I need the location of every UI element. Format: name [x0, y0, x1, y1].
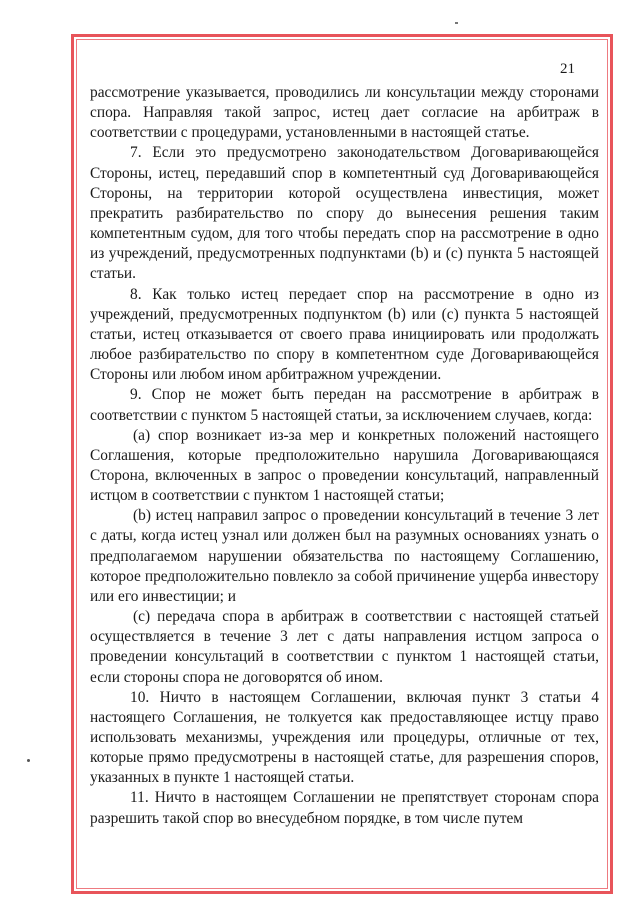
paragraph-11: 11. Ничто в настоящем Соглашении не препятствует сторонам спора разрешить такой спор во внесудебном порядке, в том числе путем	[90, 789, 599, 827]
paragraph-9-a: (a) спор возникает из-за мер и конкретных положений настоящего Соглашения, которые предположительно нарушила Договаривающаяся Сторона, включенных в запрос о проведении консультаций, направленный истцом в соответствии с пунктом 1 настоящей статьи;	[90, 426, 599, 505]
paragraph-8: 8. Как только истец передает спор на рассмотрение в одно из учреждений, предусмотренных подпунктом (b) или (c) пункта 5 настоящей статьи, истец отказывается от своего права инициировать или продолжать любое разбирательство по спору в компетентном суде Договаривающейся Стороны или любом ином арбитражном учреждении.	[90, 285, 599, 384]
scan-mark	[27, 759, 30, 762]
paragraph-9-b: (b) истец направил запрос о проведении консультаций в течение 3 лет с даты, когда истец узнал или должен был на разумных основаниях узнать о предполагаемом нарушении обязательства по настоящему Соглашению, которое предположительно повлекло за собой причинение ущерба инвестору или его инвестиции; и	[90, 507, 599, 605]
paragraph-7: 7. Если это предусмотрено законодательством Договаривающейся Стороны, истец, передавший спор в компетентный суд Договаривающейся Стороны, на территории которой осуществлена инвестиция, может прекратить разбирательство по спору до вынесения решения таким компетентным судом, для того чтобы передать спор на рассмотрение в одно из учреждений, предусмотренных подпунктами (b) и (c) пункта 5 настоящей статьи.	[90, 144, 599, 283]
paragraph-9-c: (c) передача спора в арбитраж в соответствии с настоящей статьей осуществляется в течение 3 лет с даты направления истцом запроса о проведении консультаций в соответствии с пунктом 1 настоящей статьи, если стороны спора не договорятся об ином.	[90, 608, 599, 686]
paragraph-10: 10. Ничто в настоящем Соглашении, включая пункт 3 статьи 4 настоящего Соглашения, не толкуется как предоставляющее истцу право использовать механизмы, учреждения или процедуры, отличные от тех, которые прямо предусмотрены в настоящей статье, для разрешения споров, указанных в пункте 1 настоящей статьи.	[90, 688, 599, 787]
paragraph-9: 9. Спор не может быть передан на рассмотрение в арбитраж в соответствии с пунктом 5 настоящей статьи, за исключением случаев, когда:	[90, 386, 599, 424]
page-number: 21	[560, 61, 575, 77]
document-body	[90, 83, 599, 829]
paragraph-continuation: рассмотрение указывается, проводились ли консультации между сторонами спора. Направляя такой запрос, истец дает согласие на арбитраж в соответствии с процедурами, установленными в настоящей статье.	[90, 84, 599, 142]
scan-mark	[455, 22, 458, 24]
